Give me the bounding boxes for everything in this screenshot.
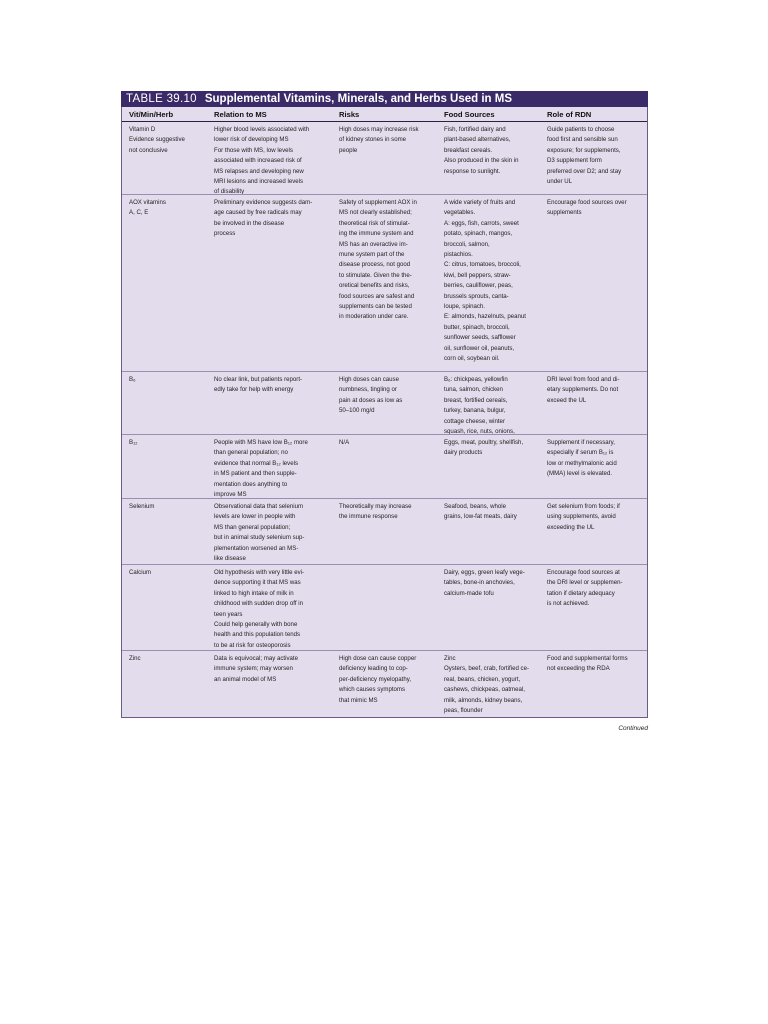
cell-line: corn oil, soybean oil. xyxy=(444,355,500,363)
cell-line: under UL xyxy=(547,178,573,186)
cell-line: supplements xyxy=(547,209,582,217)
cell-line: not conclusive xyxy=(129,146,168,154)
vit-min-herb-cell xyxy=(122,195,207,371)
food-sources-cell xyxy=(437,565,540,650)
cell-line: Get selenium from foods; if xyxy=(547,503,620,510)
cell-line: potato, spinach, mangos, xyxy=(444,230,513,238)
cell-line: Preliminary evidence suggests dam- xyxy=(214,199,313,206)
cell-line: in MS patient and then supple- xyxy=(214,470,297,478)
cell-line: B₆: chickpeas, yellowfin xyxy=(444,376,508,383)
cell-line: A wide variety of fruits and xyxy=(444,199,516,206)
cell-line: (MMA) level is elevated. xyxy=(547,470,613,478)
risks-cell xyxy=(332,565,437,650)
table-body xyxy=(121,107,648,718)
cell-line: Observational data that selenium xyxy=(214,503,304,510)
cell-line: disease process, not good xyxy=(339,261,411,269)
cell-line: berries, cauliflower, peas, xyxy=(444,282,513,290)
cell-line: Safety of supplement AOX in xyxy=(339,199,417,206)
cell-line: Vitamin D xyxy=(129,126,156,133)
relation-cell xyxy=(207,651,332,717)
risks-cell xyxy=(332,122,437,194)
table-39-10 xyxy=(121,91,648,732)
cell-line: Encourage food sources over xyxy=(547,199,627,206)
cell-line: in moderation under care. xyxy=(339,313,409,321)
table-row xyxy=(122,565,647,651)
cell-line: food sources are safest and xyxy=(339,292,415,300)
risks-cell xyxy=(332,499,437,564)
cell-line: health and this population tends xyxy=(214,631,301,639)
cell-line: mune system part of the xyxy=(339,251,405,259)
cell-line: evidence that normal B₁₂ levels xyxy=(214,459,299,467)
cell-line: like disease xyxy=(214,555,246,563)
col-header-food-sources: Food Sources xyxy=(444,109,495,119)
table-row xyxy=(122,499,647,565)
cell-line: especially if serum B₁₂ is xyxy=(547,449,614,457)
vit-min-herb-cell xyxy=(122,435,207,498)
food-sources-cell xyxy=(437,122,540,194)
food-sources-cell xyxy=(437,499,540,564)
cell-line: deficiency leading to cop- xyxy=(339,665,408,673)
cell-line: age caused by free radicals may xyxy=(214,209,302,217)
cell-line: loupe, spinach. xyxy=(444,303,485,311)
header-row xyxy=(122,107,647,122)
cell-line: edly take for help with energy xyxy=(214,386,294,394)
cell-line: to be at risk for osteoporosis xyxy=(214,641,291,649)
cell-line: grains, low-fat meats, dairy xyxy=(444,513,517,521)
cell-line: mentation does anything to xyxy=(214,480,288,488)
table-rows xyxy=(122,122,647,717)
vit-min-herb-cell xyxy=(122,651,207,717)
cell-line: Seafood, beans, whole xyxy=(444,503,506,510)
role-rdn-cell xyxy=(540,435,649,498)
cell-line: which causes symptoms xyxy=(339,686,406,694)
relation-cell xyxy=(207,122,332,194)
cell-line: dairy products xyxy=(444,449,483,457)
cell-line: is not achieved. xyxy=(547,600,590,608)
cell-line: Supplement if necessary, xyxy=(547,439,615,446)
cell-line: tables, bone-in anchovies, xyxy=(444,579,515,587)
cell-line: N/A xyxy=(339,439,350,446)
cell-line: that mimic MS xyxy=(339,696,378,704)
cell-line: be involved in the disease xyxy=(214,219,285,227)
cell-line: real, beans, chicken, yogurt, xyxy=(444,675,521,683)
cell-line: low or methylmalonic acid xyxy=(547,459,617,467)
cell-line: Calcium xyxy=(129,569,152,576)
cell-line: than general population; no xyxy=(214,449,288,457)
cell-line: sunflower seeds, safflower xyxy=(444,334,516,342)
table-row xyxy=(122,435,647,499)
cell-line: vegetables. xyxy=(444,209,476,217)
role-rdn-cell xyxy=(540,122,649,194)
cell-line: exposure; for supplements, xyxy=(547,146,621,154)
cell-line: Zinc xyxy=(444,655,456,662)
cell-line: food first and sensible sun xyxy=(547,136,618,144)
cell-line: For those with MS, low levels xyxy=(214,146,293,154)
cell-line: people xyxy=(339,146,358,154)
vit-min-herb-cell xyxy=(122,499,207,564)
cell-line: Guide patients to choose xyxy=(547,126,615,133)
cell-line: Food and supplemental forms xyxy=(547,655,628,662)
cell-line: E: almonds, hazelnuts, peanut xyxy=(444,313,526,321)
col-header-role-of-rdn: Role of RDN xyxy=(547,109,592,119)
risks-cell xyxy=(332,651,437,717)
risks-cell xyxy=(332,195,437,371)
col-header-risks: Risks xyxy=(339,109,360,119)
table-number: TABLE 39.10 xyxy=(126,93,197,105)
cell-line: dence supporting it that MS was xyxy=(214,579,301,587)
cell-line: Selenium xyxy=(129,503,155,510)
cell-line: teen years xyxy=(214,610,243,618)
cell-line: milk, almonds, kidney beans, xyxy=(444,696,523,704)
food-sources-cell xyxy=(437,435,540,498)
relation-cell xyxy=(207,565,332,650)
continued-note: Continued xyxy=(618,725,648,732)
cell-line: B₆ xyxy=(129,376,136,383)
cell-line: C: citrus, tomatoes, broccoli, xyxy=(444,261,521,269)
cell-line: Dairy, eggs, green leafy vege- xyxy=(444,569,525,576)
risks-cell xyxy=(332,435,437,498)
cell-line: cashews, chickpeas, oatmeal, xyxy=(444,686,525,694)
cell-line: 50–100 mg/d xyxy=(339,407,375,415)
cell-line: using supplements, avoid xyxy=(547,513,616,521)
cell-line: High dose can cause copper xyxy=(339,655,417,662)
cell-line: B₁₂ xyxy=(129,439,138,446)
cell-line: Evidence suggestive xyxy=(129,136,185,144)
col-header-vit-min-herb: Vit/Min/Herb xyxy=(129,109,174,119)
cell-line: an animal model of MS xyxy=(214,675,277,683)
role-rdn-cell xyxy=(540,195,649,371)
relation-cell xyxy=(207,435,332,498)
cell-line: oretical benefits and risks, xyxy=(339,282,410,290)
role-rdn-cell xyxy=(540,651,649,717)
cell-line: preferred over D2; and stay xyxy=(547,167,622,175)
cell-line: etary supplements. Do not xyxy=(547,386,619,394)
table-title-bar xyxy=(121,91,648,107)
cell-line: A, C, E xyxy=(129,209,149,217)
cell-line: A: eggs, fish, carrots, sweet xyxy=(444,219,519,227)
relation-cell xyxy=(207,372,332,434)
relation-cell xyxy=(207,195,332,371)
cell-line: supplements can be tested xyxy=(339,303,412,311)
cell-line: MS has an overactive im- xyxy=(339,240,408,248)
cell-line: levels are lower in people with xyxy=(214,513,296,521)
cell-line: childhood with sudden drop off in xyxy=(214,600,303,608)
cell-line: Oysters, beef, crab, fortified ce- xyxy=(444,665,530,673)
cell-line: Also produced in the skin in xyxy=(444,157,519,165)
table-row xyxy=(122,372,647,435)
cell-line: Data is equivocal; may activate xyxy=(214,655,298,662)
cell-line: but in animal study selenium sup- xyxy=(214,534,305,542)
cell-line: calcium-made tofu xyxy=(444,589,494,597)
role-rdn-cell xyxy=(540,565,649,650)
cell-line: theoretical risk of stimulat- xyxy=(339,219,410,227)
col-header-relation-to-ms: Relation to MS xyxy=(214,109,267,119)
cell-line: pain at doses as low as xyxy=(339,396,403,404)
cell-line: exceed the UL xyxy=(547,396,587,404)
cell-line: per-deficiency myelopathy, xyxy=(339,675,412,683)
cell-line: oil, sunflower oil, peanuts, xyxy=(444,344,515,352)
cell-line: MS not clearly established; xyxy=(339,209,412,217)
cell-line: improve MS xyxy=(214,491,247,498)
cell-line: of kidney stones in some xyxy=(339,136,407,144)
relation-cell xyxy=(207,499,332,564)
cell-line: plementation worsened an MS- xyxy=(214,544,299,552)
cell-line: exceeding the UL xyxy=(547,523,595,531)
cell-line: associated with increased risk of xyxy=(214,157,302,165)
cell-line: peas, flounder xyxy=(444,707,483,715)
cell-line: MRI lesions and increased levels xyxy=(214,178,304,186)
vit-min-herb-cell xyxy=(122,372,207,434)
cell-line: broccoli, salmon, xyxy=(444,240,490,248)
cell-line: Zinc xyxy=(129,655,141,662)
cell-line: squash, rice, nuts, onions, xyxy=(444,428,515,434)
cell-line: not exceeding the RDA xyxy=(547,665,610,673)
cell-line: numbness, tingling or xyxy=(339,386,397,394)
cell-line: the immune response xyxy=(339,513,398,521)
cell-line: butter, spinach, broccoli, xyxy=(444,323,510,331)
cell-line: AOX vitamins xyxy=(129,199,166,206)
cell-line: of disability xyxy=(214,188,245,194)
cell-line: cottage cheese, winter xyxy=(444,417,505,425)
cell-line: plant-based alternatives, xyxy=(444,136,511,144)
food-sources-cell xyxy=(437,195,540,371)
cell-line: turkey, banana, bulgur, xyxy=(444,407,506,415)
cell-line: No clear link, but patients report- xyxy=(214,376,303,383)
cell-line: High doses may increase risk xyxy=(339,126,419,133)
risks-cell xyxy=(332,372,437,434)
table-row xyxy=(122,651,647,717)
cell-line: Eggs, meat, poultry, shellfish, xyxy=(444,439,524,446)
cell-line: tation if dietary adequacy xyxy=(547,589,615,597)
cell-line: tuna, salmon, chicken xyxy=(444,386,503,394)
cell-line: Old hypothesis with very little evi- xyxy=(214,569,305,576)
cell-line: MS relapses and developing new xyxy=(214,167,304,175)
table-title: Supplemental Vitamins, Minerals, and Herbs Used in MS xyxy=(204,93,513,105)
cell-line: breakfast cereals. xyxy=(444,146,493,154)
food-sources-cell xyxy=(437,372,540,434)
cell-line: ing the immune system and xyxy=(339,230,414,238)
table-row xyxy=(122,195,647,372)
vit-min-herb-cell xyxy=(122,122,207,194)
cell-line: DRI level from food and di- xyxy=(547,376,620,383)
food-sources-cell xyxy=(437,651,540,717)
cell-line: kiwi, bell peppers, straw- xyxy=(444,271,511,279)
cell-line: D3 supplement form xyxy=(547,157,602,165)
cell-line: response to sunlight. xyxy=(444,167,501,175)
table-row xyxy=(122,122,647,195)
cell-line: Could help generally with bone xyxy=(214,621,298,629)
cell-line: immune system; may worsen xyxy=(214,665,293,673)
cell-line: Theoretically may increase xyxy=(339,503,412,510)
cell-line: MS than general population; xyxy=(214,523,291,531)
cell-line: pistachios. xyxy=(444,251,473,259)
cell-line: People with MS have low B₁₂ more xyxy=(214,439,308,446)
cell-line: brussels sprouts, canta- xyxy=(444,292,509,300)
role-rdn-cell xyxy=(540,499,649,564)
cell-line: Higher blood levels associated with xyxy=(214,126,310,133)
cell-line: breast, fortified cereals, xyxy=(444,396,508,404)
cell-line: linked to high intake of milk in xyxy=(214,589,294,597)
cell-line: Fish, fortified dairy and xyxy=(444,126,506,133)
cell-line: to stimulate. Given the the- xyxy=(339,271,412,279)
role-rdn-cell xyxy=(540,372,649,434)
cell-line: lower risk of developing MS xyxy=(214,136,289,144)
vit-min-herb-cell xyxy=(122,565,207,650)
cell-line: High doses can cause xyxy=(339,376,399,383)
cell-line: process xyxy=(214,230,236,238)
cell-line: Encourage food sources at xyxy=(547,569,620,576)
cell-line: the DRI level or supplemen- xyxy=(547,579,623,587)
